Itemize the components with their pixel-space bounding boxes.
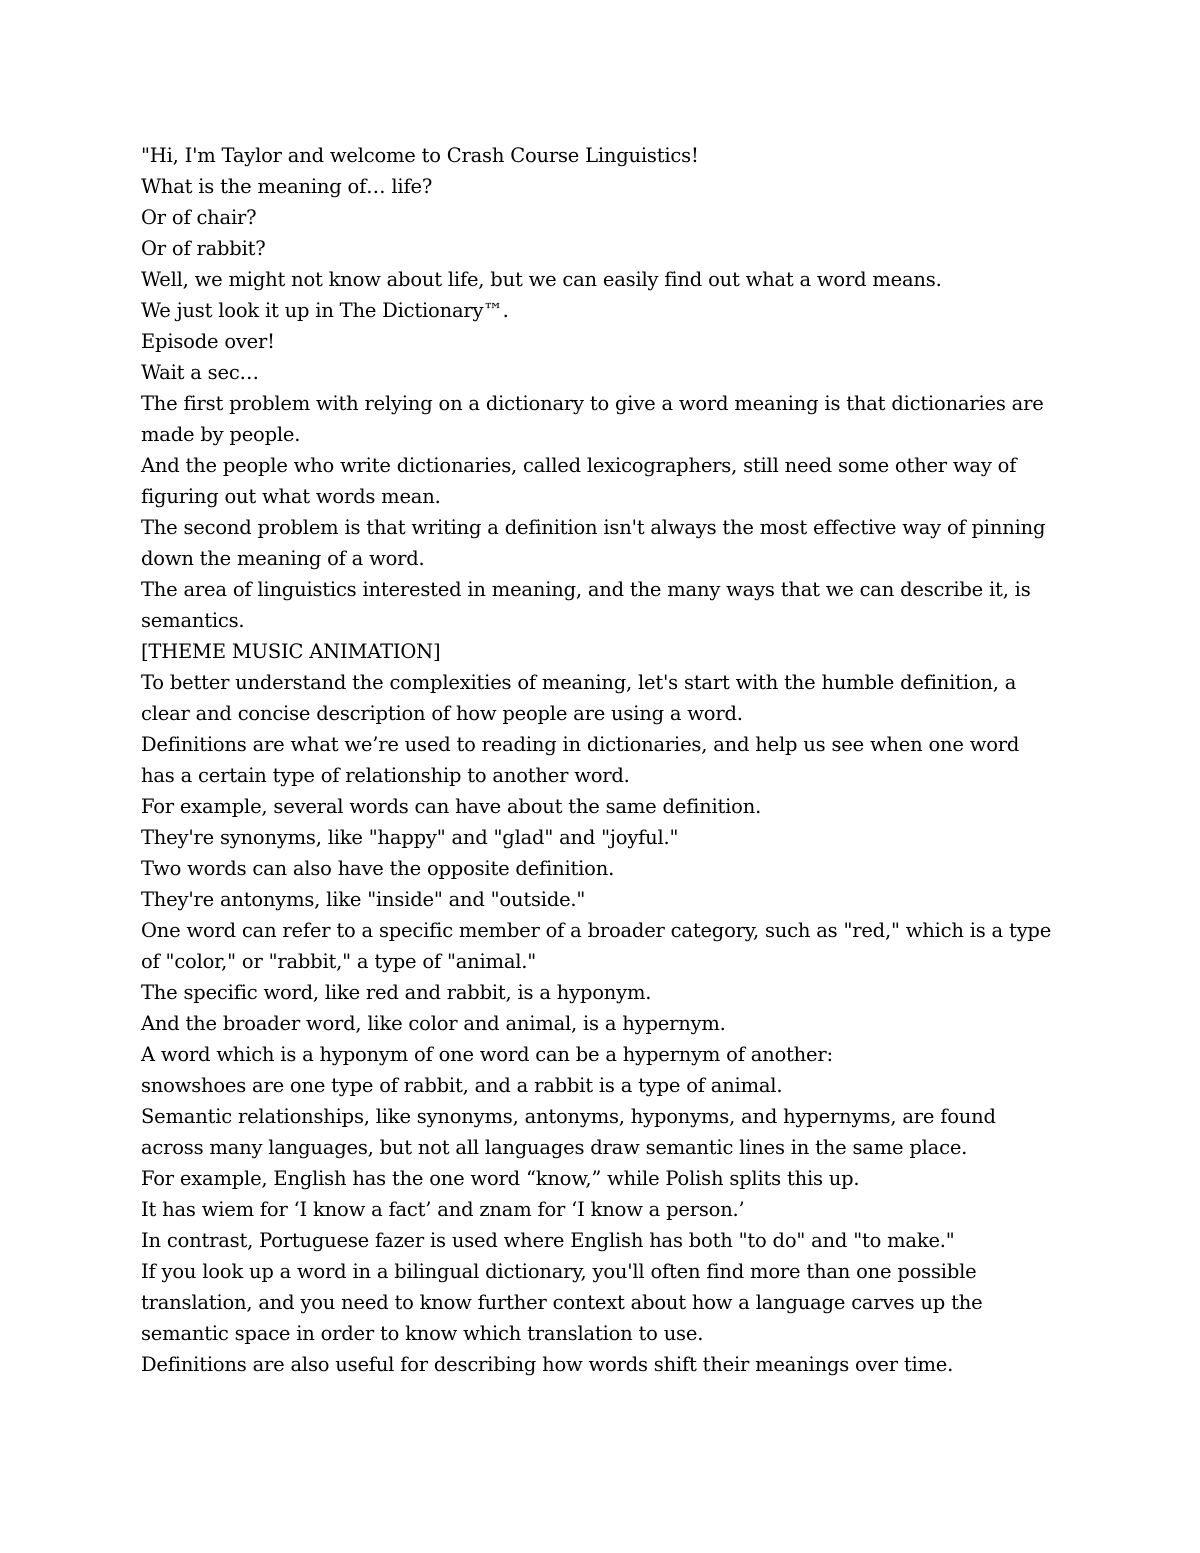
paragraph: The second problem is that writing a definition isn't always the most effective way of pinning down the meaning of a word. [141, 516, 1046, 570]
paragraph: Wait a sec… [141, 361, 259, 384]
paragraph: Two words can also have the opposite definition. [141, 857, 615, 880]
paragraph: For example, several words can have about the same definition. [141, 795, 762, 818]
paragraph: The first problem with relying on a dictionary to give a word meaning is that dictionaries are made by people. [141, 392, 1044, 446]
paragraph: And the people who write dictionaries, called lexicographers, still need some other way of figuring out what words mean. [141, 454, 1017, 508]
paragraph: For example, English has the one word “know,” while Polish splits this up. [141, 1167, 860, 1190]
paragraph: snowshoes are one type of rabbit, and a rabbit is a type of animal. [141, 1074, 783, 1097]
paragraph: Well, we might not know about life, but we can easily find out what a word means. [141, 268, 942, 291]
paragraph: A word which is a hyponym of one word can be a hypernym of another: [141, 1043, 833, 1066]
paragraph: Or of chair? [141, 206, 257, 229]
transcript-body [141, 140, 1056, 1380]
paragraph: It has wiem for ‘I know a fact’ and znam for ‘I know a person.’ [141, 1198, 745, 1221]
paragraph: They're antonyms, like "inside" and "outside." [141, 888, 586, 911]
paragraph: Episode over! [141, 330, 275, 353]
paragraph: The area of linguistics interested in meaning, and the many ways that we can describe it, is semantics. [141, 578, 1031, 632]
paragraph: They're synonyms, like "happy" and "glad" and "joyful." [141, 826, 679, 849]
paragraph: [THEME MUSIC ANIMATION] [141, 640, 441, 663]
paragraph: What is the meaning of… life? [141, 175, 433, 198]
paragraph: Or of rabbit? [141, 237, 266, 260]
paragraph: One word can refer to a specific member of a broader category, such as "red," which is a type of "color," or "rabbit," a type of "animal." [141, 919, 1052, 973]
paragraph: Definitions are also useful for describing how words shift their meanings over time. [141, 1353, 954, 1376]
paragraph: Definitions are what we’re used to reading in dictionaries, and help us see when one word has a certain type of relationship to another word. [141, 733, 1020, 787]
paragraph: To better understand the complexities of meaning, let's start with the humble definition, a clear and concise description of how people are using a word. [141, 671, 1017, 725]
paragraph: In contrast, Portuguese fazer is used where English has both "to do" and "to make." [141, 1229, 955, 1252]
paragraph: And the broader word, like color and animal, is a hypernym. [141, 1012, 726, 1035]
paragraph: If you look up a word in a bilingual dictionary, you'll often find more than one possible translation, and you need to know further context about how a language carves up the semantic space in order to know which translation to use. [141, 1260, 983, 1345]
paragraph: The specific word, like red and rabbit, is a hyponym. [141, 981, 652, 1004]
paragraph: "Hi, I'm Taylor and welcome to Crash Course Linguistics! [141, 144, 699, 167]
paragraph: Semantic relationships, like synonyms, antonyms, hyponyms, and hypernyms, are found across many languages, but not all languages draw semantic lines in the same place. [141, 1105, 996, 1159]
paragraph: We just look it up in The Dictionary™. [141, 299, 509, 322]
